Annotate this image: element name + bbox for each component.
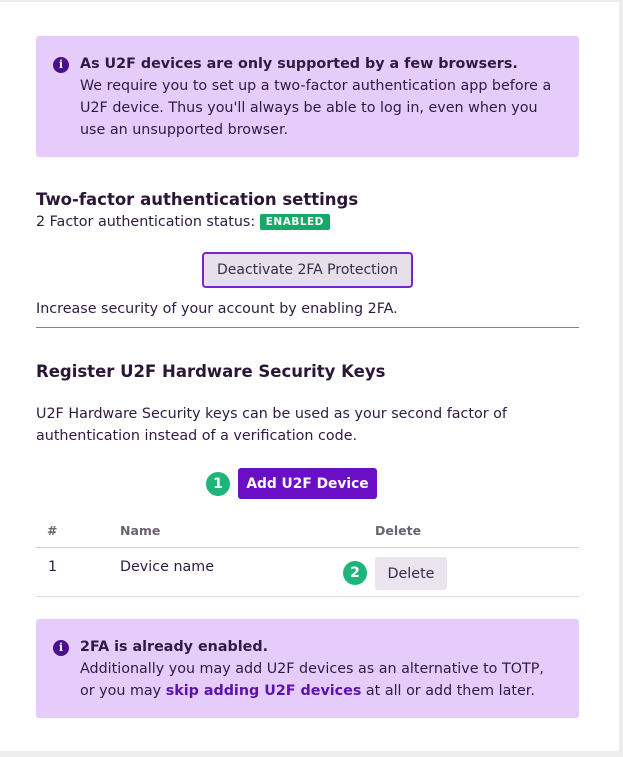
section-divider [36, 327, 579, 328]
row-device-name: Device name [120, 559, 214, 575]
table-header-name: Name [120, 523, 161, 538]
table-header-delete: Delete [375, 523, 422, 538]
alert-title: 2FA is already enabled. [80, 639, 268, 655]
increase-security-text: Increase security of your account by enabling 2FA. [36, 301, 398, 317]
table-bottom-divider [36, 596, 579, 597]
step-2-badge: 2 [343, 561, 367, 585]
u2f-browser-support-alert [36, 36, 579, 157]
alert-title: As U2F devices are only supported by a few browsers. [80, 56, 518, 72]
deactivate-2fa-button[interactable]: Deactivate 2FA Protection [202, 252, 413, 288]
u2f-description: U2F Hardware Security keys can be used as your second factor of authentication instead of a verification code. [36, 406, 507, 444]
table-header-index: # [47, 523, 58, 538]
two-factor-status [36, 211, 330, 233]
alert-body: We require you to set up a two-factor authentication app before a U2F device. Thus you'll always be able to log in, even when you use an unsupported browser. [80, 78, 552, 138]
alert-body-before: Additionally you may add U2F devices as an alternative to TOTP, or you may [80, 661, 544, 699]
skip-u2f-link[interactable]: skip adding U2F devices [165, 683, 362, 699]
info-icon: i [53, 640, 69, 656]
delete-device-button[interactable]: Delete [375, 557, 447, 590]
2fa-enabled-alert [36, 619, 579, 718]
step-1-badge: 1 [206, 472, 230, 496]
row-index: 1 [48, 559, 58, 575]
alert-body-after: at all or add them later. [361, 683, 535, 699]
table-header-divider [36, 547, 579, 548]
u2f-heading: Register U2F Hardware Security Keys [36, 362, 386, 381]
settings-card [0, 2, 619, 751]
status-badge: ENABLED [260, 214, 330, 230]
info-icon: i [53, 57, 69, 73]
status-label: 2 Factor authentication status: [36, 214, 256, 230]
add-u2f-device-button[interactable]: Add U2F Device [238, 468, 377, 499]
two-factor-heading: Two-factor authentication settings [36, 190, 359, 209]
